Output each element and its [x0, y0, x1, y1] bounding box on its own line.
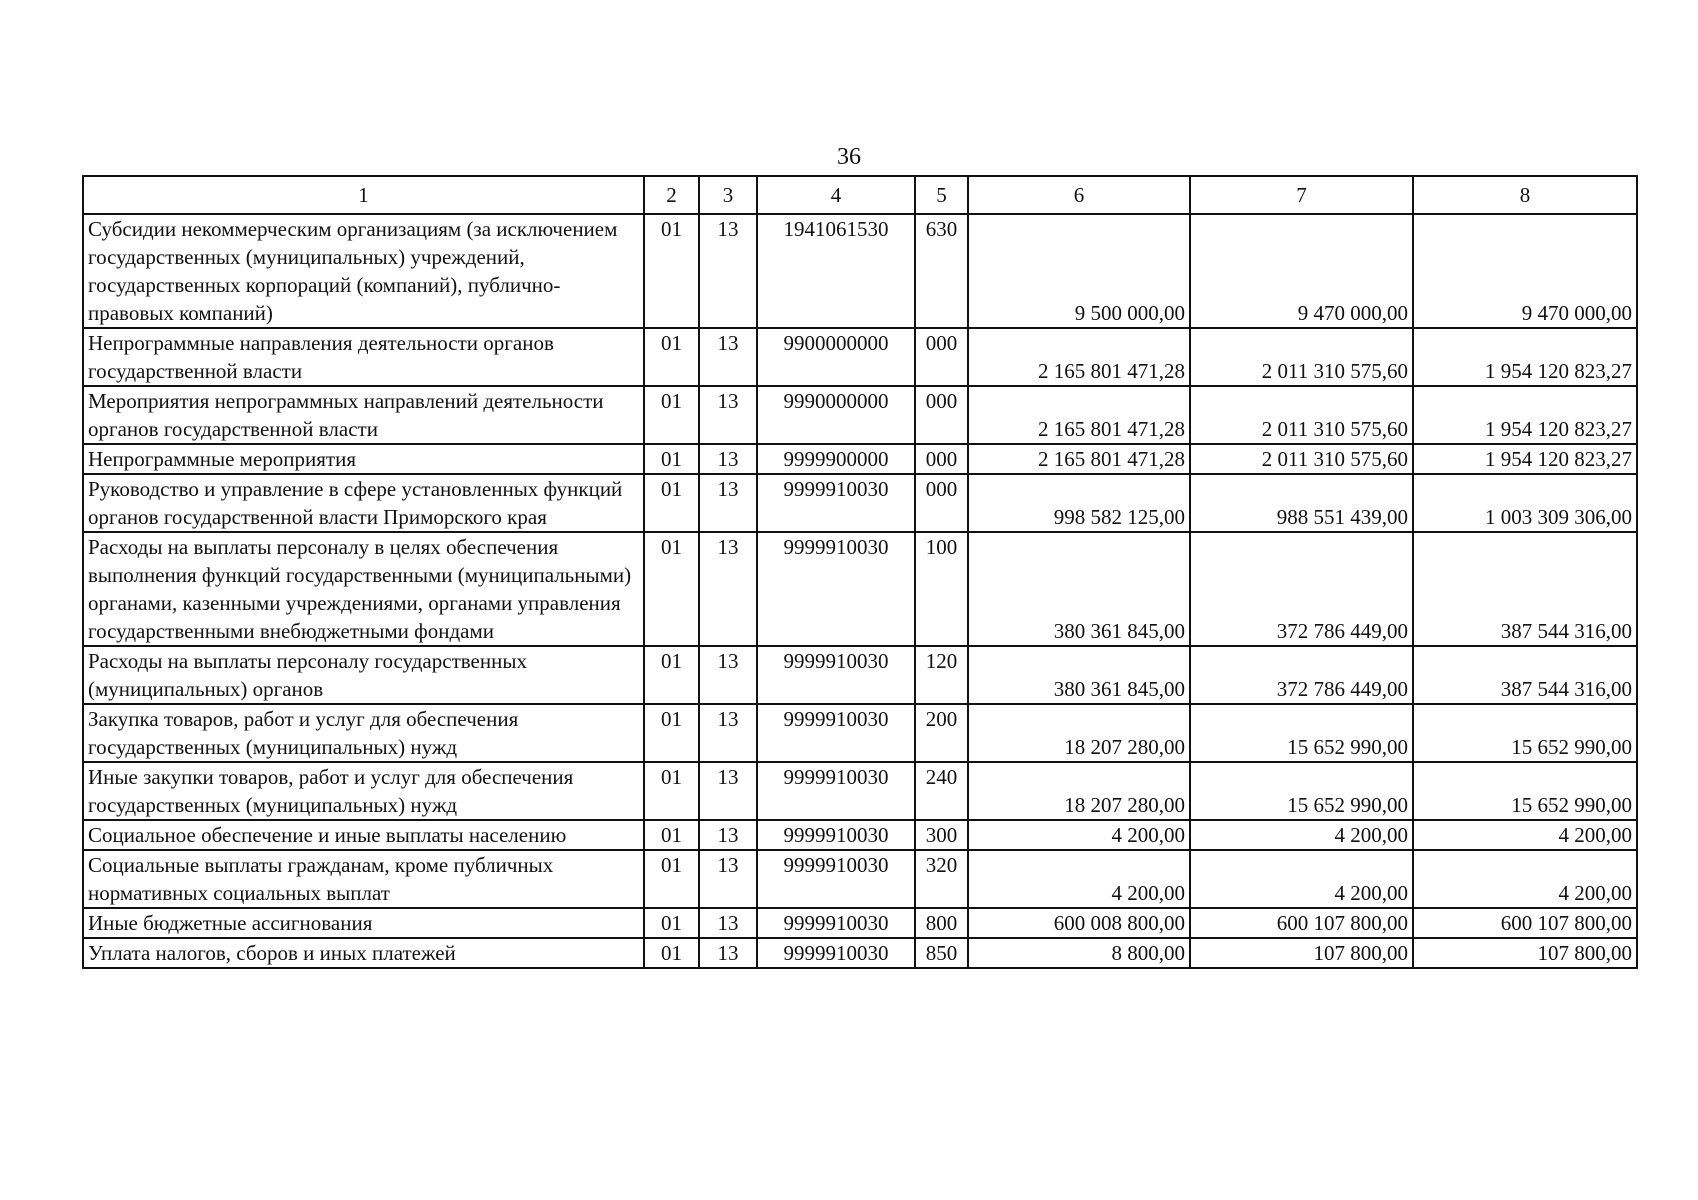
row-expense-type: 000	[915, 474, 968, 532]
row-subsection: 13	[699, 938, 757, 968]
row-amount-8: 387 544 316,00	[1413, 646, 1637, 704]
row-amount-7: 600 107 800,00	[1190, 908, 1413, 938]
budget-table	[82, 175, 1638, 969]
row-subsection: 13	[699, 908, 757, 938]
row-target-code: 9999910030	[757, 762, 915, 820]
row-name: Непрограммные мероприятия	[83, 444, 644, 474]
header-col-5: 5	[915, 176, 968, 214]
row-amount-7: 9 470 000,00	[1190, 214, 1413, 328]
row-subsection: 13	[699, 386, 757, 444]
row-amount-6: 2 165 801 471,28	[968, 444, 1190, 474]
row-section: 01	[644, 850, 699, 908]
row-expense-type: 200	[915, 704, 968, 762]
row-name: Закупка товаров, работ и услуг для обеспечения государственных (муниципальных) нужд	[83, 704, 644, 762]
row-expense-type: 000	[915, 328, 968, 386]
table-row	[83, 646, 1637, 704]
row-amount-7: 4 200,00	[1190, 820, 1413, 850]
row-amount-7: 2 011 310 575,60	[1190, 444, 1413, 474]
row-amount-6: 380 361 845,00	[968, 532, 1190, 646]
header-col-8: 8	[1413, 176, 1637, 214]
row-amount-8: 4 200,00	[1413, 850, 1637, 908]
row-amount-6: 4 200,00	[968, 850, 1190, 908]
row-section: 01	[644, 820, 699, 850]
row-subsection: 13	[699, 850, 757, 908]
table-row	[83, 328, 1637, 386]
row-expense-type: 120	[915, 646, 968, 704]
row-amount-6: 4 200,00	[968, 820, 1190, 850]
row-name: Непрограммные направления деятельности органов государственной власти	[83, 328, 644, 386]
row-amount-8: 15 652 990,00	[1413, 704, 1637, 762]
row-amount-8: 107 800,00	[1413, 938, 1637, 968]
row-amount-7: 372 786 449,00	[1190, 646, 1413, 704]
row-subsection: 13	[699, 444, 757, 474]
row-target-code: 9999910030	[757, 532, 915, 646]
row-section: 01	[644, 704, 699, 762]
row-amount-6: 9 500 000,00	[968, 214, 1190, 328]
row-target-code: 9999900000	[757, 444, 915, 474]
row-amount-7: 988 551 439,00	[1190, 474, 1413, 532]
row-expense-type: 320	[915, 850, 968, 908]
row-section: 01	[644, 762, 699, 820]
row-amount-6: 8 800,00	[968, 938, 1190, 968]
row-subsection: 13	[699, 762, 757, 820]
row-section: 01	[644, 646, 699, 704]
row-amount-8: 1 954 120 823,27	[1413, 444, 1637, 474]
row-amount-8: 15 652 990,00	[1413, 762, 1637, 820]
row-target-code: 9999910030	[757, 646, 915, 704]
table-row	[83, 938, 1637, 968]
row-name: Расходы на выплаты персоналу государственных (муниципальных) органов	[83, 646, 644, 704]
row-amount-8: 1 954 120 823,27	[1413, 328, 1637, 386]
header-col-2: 2	[644, 176, 699, 214]
row-expense-type: 000	[915, 444, 968, 474]
row-amount-8: 600 107 800,00	[1413, 908, 1637, 938]
header-col-1: 1	[83, 176, 644, 214]
row-name: Мероприятия непрограммных направлений деятельности органов государственной власти	[83, 386, 644, 444]
row-amount-6: 998 582 125,00	[968, 474, 1190, 532]
row-amount-6: 380 361 845,00	[968, 646, 1190, 704]
row-target-code: 9999910030	[757, 820, 915, 850]
row-amount-7: 2 011 310 575,60	[1190, 328, 1413, 386]
row-section: 01	[644, 938, 699, 968]
row-name: Социальное обеспечение и иные выплаты населению	[83, 820, 644, 850]
header-col-6: 6	[968, 176, 1190, 214]
row-target-code: 9999910030	[757, 938, 915, 968]
row-name: Социальные выплаты гражданам, кроме публичных нормативных социальных выплат	[83, 850, 644, 908]
row-name: Иные бюджетные ассигнования	[83, 908, 644, 938]
row-section: 01	[644, 214, 699, 328]
row-section: 01	[644, 328, 699, 386]
row-section: 01	[644, 532, 699, 646]
page-number: 36	[837, 144, 861, 170]
row-amount-6: 18 207 280,00	[968, 704, 1190, 762]
row-amount-7: 372 786 449,00	[1190, 532, 1413, 646]
table-row	[83, 474, 1637, 532]
row-section: 01	[644, 444, 699, 474]
table-row	[83, 214, 1637, 328]
row-name: Иные закупки товаров, работ и услуг для обеспечения государственных (муниципальных) нужд	[83, 762, 644, 820]
row-target-code: 9900000000	[757, 328, 915, 386]
row-target-code: 1941061530	[757, 214, 915, 328]
row-subsection: 13	[699, 532, 757, 646]
row-target-code: 9999910030	[757, 850, 915, 908]
row-subsection: 13	[699, 214, 757, 328]
row-amount-8: 1 954 120 823,27	[1413, 386, 1637, 444]
row-amount-7: 15 652 990,00	[1190, 762, 1413, 820]
row-target-code: 9999910030	[757, 474, 915, 532]
table-row	[83, 532, 1637, 646]
row-amount-7: 15 652 990,00	[1190, 704, 1413, 762]
row-amount-6: 2 165 801 471,28	[968, 328, 1190, 386]
row-target-code: 9990000000	[757, 386, 915, 444]
row-section: 01	[644, 386, 699, 444]
row-expense-type: 100	[915, 532, 968, 646]
row-amount-7: 2 011 310 575,60	[1190, 386, 1413, 444]
row-name: Руководство и управление в сфере установленных функций органов государственной власти Приморского края	[83, 474, 644, 532]
table-row	[83, 908, 1637, 938]
row-section: 01	[644, 908, 699, 938]
header-col-3: 3	[699, 176, 757, 214]
row-amount-8: 4 200,00	[1413, 820, 1637, 850]
row-expense-type: 800	[915, 908, 968, 938]
table-row	[83, 444, 1637, 474]
row-name: Субсидии некоммерческим организациям (за исключением государственных (муниципальных) учреждений, государственных корпораций (компаний), публично-правовых компаний)	[83, 214, 644, 328]
row-amount-8: 1 003 309 306,00	[1413, 474, 1637, 532]
table-row	[83, 704, 1637, 762]
row-expense-type: 850	[915, 938, 968, 968]
row-amount-8: 387 544 316,00	[1413, 532, 1637, 646]
table-row	[83, 386, 1637, 444]
table-row	[83, 820, 1637, 850]
row-subsection: 13	[699, 820, 757, 850]
row-target-code: 9999910030	[757, 704, 915, 762]
header-col-4: 4	[757, 176, 915, 214]
table-row	[83, 762, 1637, 820]
row-amount-6: 600 008 800,00	[968, 908, 1190, 938]
row-target-code: 9999910030	[757, 908, 915, 938]
row-expense-type: 630	[915, 214, 968, 328]
row-name: Расходы на выплаты персоналу в целях обеспечения выполнения функций государственными (муниципальными) органами, казенными учреждениями, органами управления государственными внебюджетными фондами	[83, 532, 644, 646]
row-section: 01	[644, 474, 699, 532]
row-amount-8: 9 470 000,00	[1413, 214, 1637, 328]
row-amount-6: 2 165 801 471,28	[968, 386, 1190, 444]
header-col-7: 7	[1190, 176, 1413, 214]
row-amount-7: 4 200,00	[1190, 850, 1413, 908]
row-amount-6: 18 207 280,00	[968, 762, 1190, 820]
row-subsection: 13	[699, 646, 757, 704]
row-subsection: 13	[699, 328, 757, 386]
row-subsection: 13	[699, 704, 757, 762]
row-expense-type: 000	[915, 386, 968, 444]
row-expense-type: 240	[915, 762, 968, 820]
header-row	[83, 176, 1637, 214]
table-row	[83, 850, 1637, 908]
row-amount-7: 107 800,00	[1190, 938, 1413, 968]
row-subsection: 13	[699, 474, 757, 532]
row-name: Уплата налогов, сборов и иных платежей	[83, 938, 644, 968]
row-expense-type: 300	[915, 820, 968, 850]
